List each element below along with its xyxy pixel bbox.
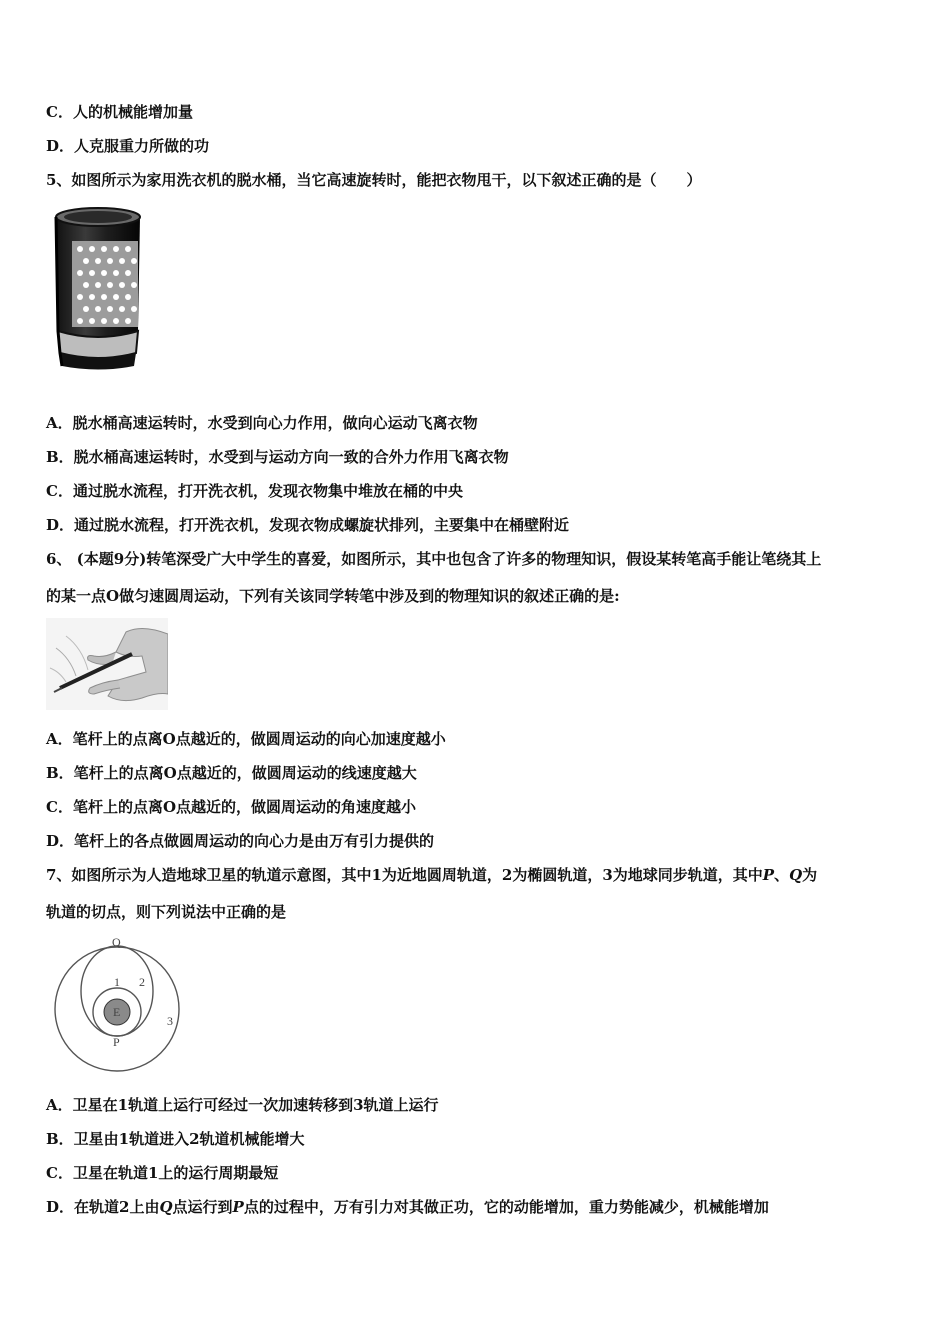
q4-option-d: D．人克服重力所做的功: [46, 137, 210, 155]
q6-option-d: D．笔杆上的各点做圆周运动的向心力是由万有引力提供的: [46, 832, 435, 850]
q6-option-a: A．笔杆上的点离O点越近的，做圆周运动的向心加速度越小: [46, 730, 446, 748]
q7-option-d: D．在轨道2上由Q点运行到P点的过程中，万有引力对其做正功，它的动能增加，重力势能减少，机械能增加: [46, 1198, 769, 1216]
pen-spinning-hand-figure: [46, 618, 168, 710]
q7-option-a: A．卫星在1轨道上运行可经过一次加速转移到3轨道上运行: [46, 1096, 439, 1114]
q7-option-b: B．卫星由1轨道进入2轨道机械能增大: [46, 1130, 305, 1148]
label-q: Q: [112, 936, 121, 949]
q6-stem-line2: 的某一点O做匀速圆周运动，下列有关该同学转笔中涉及到的物理知识的叙述正确的是:: [46, 587, 620, 605]
label-orbit-1: 1: [114, 975, 120, 989]
q6-stem-line1: 6、 (本题9分)转笔深受广大中学生的喜爱，如图所示，其中也包含了许多的物理知识，假设某转笔高手能让笔绕其上: [46, 550, 822, 568]
q5-option-c: C．通过脱水流程，打开洗衣机，发现衣物集中堆放在桶的中央: [46, 482, 463, 500]
q4-option-c: C．人的机械能增加量: [46, 103, 193, 121]
q6-option-c: C．笔杆上的点离O点越近的，做圆周运动的角速度越小: [46, 798, 417, 816]
q7-option-c: C．卫星在轨道1上的运行周期最短: [46, 1164, 279, 1182]
label-orbit-2: 2: [139, 975, 145, 989]
q5-option-a: A．脱水桶高速运转时，水受到向心力作用，做向心运动飞离衣物: [46, 414, 478, 432]
q5-stem: 5、如图所示为家用洗衣机的脱水桶，当它高速旋转时，能把衣物甩干，以下叙述正确的是（ ）: [46, 171, 702, 189]
q7-stem-line1: 7、如图所示为人造地球卫星的轨道示意图，其中1为近地圆周轨道，2为椭圆轨道，3为地球同步轨道，其中P、Q为: [46, 866, 818, 884]
q7-stem-line2: 轨道的切点，则下列说法中正确的是: [46, 903, 287, 921]
spin-dryer-drum-figure: [46, 203, 150, 371]
q5-option-d: D．通过脱水流程，打开洗衣机，发现衣物成螺旋状排列，主要集中在桶壁附近: [46, 516, 570, 534]
satellite-orbit-diagram: [52, 936, 190, 1076]
q6-option-b: B．笔杆上的点离O点越近的，做圆周运动的线速度越大: [46, 764, 417, 782]
label-p: P: [113, 1035, 120, 1049]
label-orbit-3: 3: [167, 1014, 173, 1028]
q5-option-b: B．脱水桶高速运转时，水受到与运动方向一致的合外力作用飞离衣物: [46, 448, 509, 466]
label-e: E: [113, 1005, 121, 1019]
